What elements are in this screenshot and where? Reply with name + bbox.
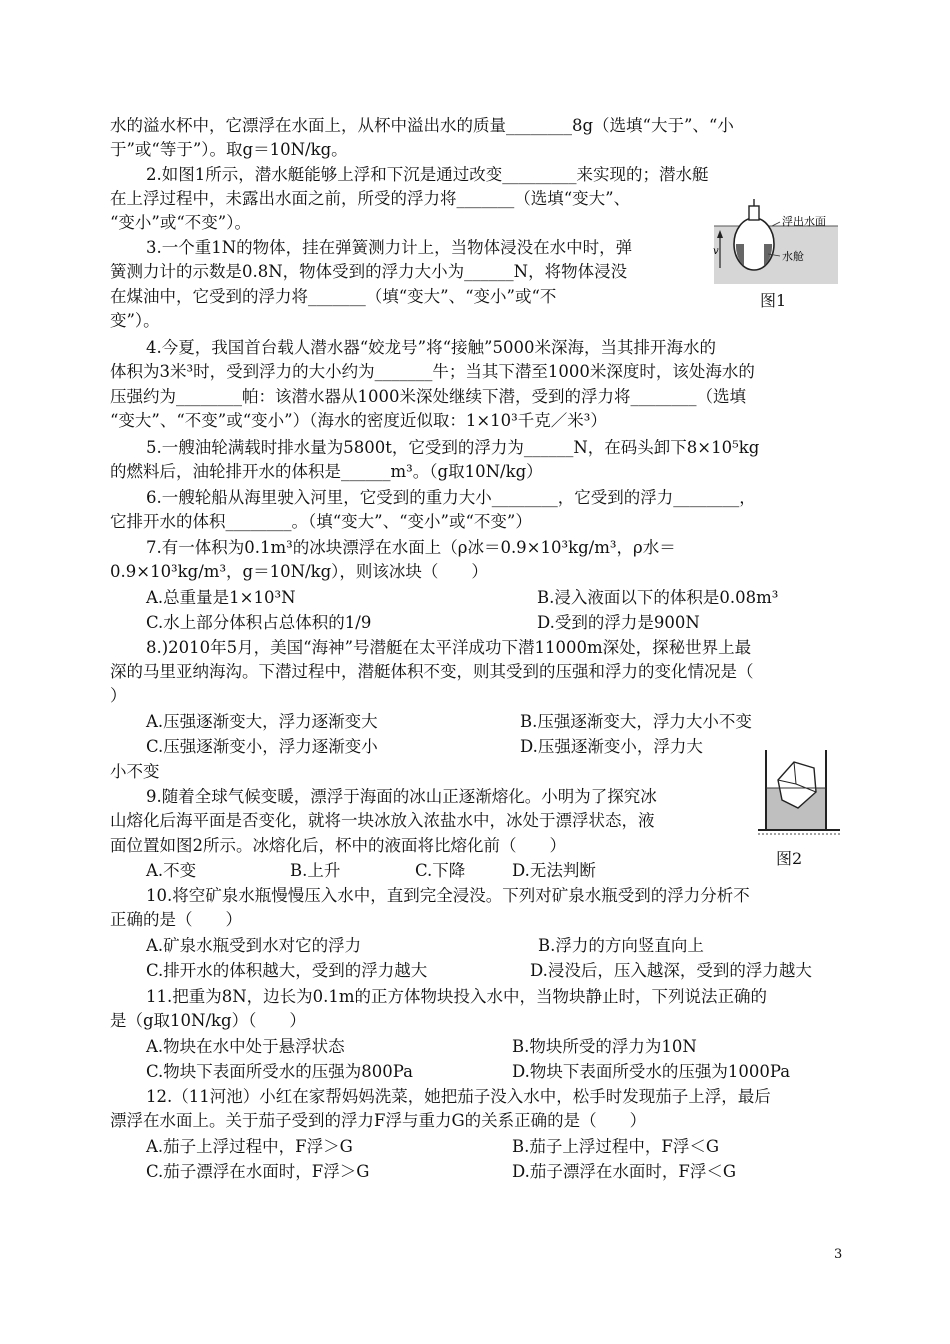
text-line: 体积为3米³时，受到浮力的大小约为_______牛；当其下潜至1000米深度时，该处海水的 [110,362,755,381]
option-a: A.总重量是1×10³N [146,588,296,607]
surface-label: 浮出水面 [782,215,826,228]
option-c: C.排开水的体积越大，受到的浮力越大 [146,961,428,980]
question-2: 2.如图1所示，潜水艇能够上浮和下沉是通过改变_________来实现的；潜水艇 [146,165,709,184]
figure-1-caption: 图1 [760,291,787,310]
text-line: 面位置如图2所示。冰熔化后，杯中的液面将比熔化前（ ） [110,836,566,855]
question-3: 3.一个重1N的物体，挂在弹簧测力计上，当物体浸没在水中时，弹 [146,238,633,257]
text-line: 压强约为________帕：该潜水器从1000米深处继续下潜，受到的浮力将________（选填 [110,387,746,406]
option-d: D.浸没后，压入越深，受到的浮力越大 [530,961,812,980]
text-line: 它排开水的体积________。（填“变大”、“变小”或“不变”） [110,512,532,531]
velocity-label: v [713,246,719,257]
option-d: D.物块下表面所受水的压强为1000Pa [512,1062,791,1081]
page-number: 3 [834,1247,843,1262]
option-c: C.下降 [415,861,466,880]
option-a: A.压强逐渐变大，浮力逐渐变大 [146,712,378,731]
option-b: B.茄子上浮过程中，F浮＜G [512,1137,719,1156]
text-line: 于”或“等于”）。取g＝10N/kg。 [110,140,348,159]
question-12: 12.（11河池）小红在家帮妈妈洗菜，她把茄子没入水中，松手时发现茄子上浮，最后 [146,1087,771,1106]
option-d: D.压强逐渐变小，浮力大 [520,737,703,756]
option-d: D.茄子漂浮在水面时，F浮＜G [512,1162,737,1181]
question-4: 4.今夏，我国首台载人潜水器“姣龙号”将“接触”5000米深海，当其排开海水的 [146,338,716,357]
option-a: A.物块在水中处于悬浮状态 [146,1037,345,1056]
option-d: D.无法判断 [512,861,596,880]
text-line: 小不变 [110,762,160,781]
tank-label: 水舱 [782,250,804,263]
question-10: 10.将空矿泉水瓶慢慢压入水中，直到完全浸没。下列对矿泉水瓶受到的浮力分析不 [146,886,750,905]
figure-2-caption: 图2 [776,849,803,868]
text-line: 是（g取10N/kg）（ ） [110,1011,306,1030]
option-a: A.茄子上浮过程中，F浮＞G [146,1137,353,1156]
option-c: C.压强逐渐变小，浮力逐渐变小 [146,737,378,756]
option-c: C.水上部分体积占总体积的1/9 [146,613,372,632]
option-c: C.物块下表面所受水的压强为800Pa [146,1062,413,1081]
text-line: 在上浮过程中，未露出水面之前，所受的浮力将_______（选填“变大”、 [110,189,631,208]
text-line: 水的溢水杯中，它漂浮在水面上，从杯中溢出水的质量________8g（选填“大于”、“小 [110,116,734,135]
submarine-figure [706,196,842,288]
text-line: 正确的是（ ） [110,910,242,929]
option-b: B.浮力的方向竖直向上 [538,936,704,955]
text-line: 漂浮在水面上。关于茄子受到的浮力F浮与重力G的关系正确的是（ ） [110,1111,647,1130]
text-line: 山熔化后海平面是否变化，就将一块冰放入浓盐水中，冰处于漂浮状态，液 [110,811,655,830]
question-11: 11.把重为8N，边长为0.1m的正方体物块投入水中，当物块静止时，下列说法正确的 [146,987,768,1006]
text-line: “变大”、“不变”或“变小”）（海水的密度近似取：1×10³千克／米³） [110,411,607,430]
text-line: 的燃料后，油轮排开水的体积是______m³。（g取10N/kg） [110,462,543,481]
question-8: 8.)2010年5月，美国“海神”号潜艇在太平洋成功下潜11000m深处，探秘世界上最 [146,638,752,657]
option-b: B.物块所受的浮力为10N [512,1037,697,1056]
question-7: 7.有一体积为0.1m³的冰块漂浮在水面上（ρ冰＝0.9×10³kg/m³，ρ水＝ [146,538,676,557]
option-b: B.浸入液面以下的体积是0.08m³ [537,588,779,607]
option-a: A.矿泉水瓶受到水对它的浮力 [146,936,362,955]
option-a: A.不变 [146,861,197,880]
option-b: B.上升 [290,861,341,880]
text-line: 在煤油中，它受到的浮力将_______（填“变大”、“变小”或“不 [110,287,557,306]
question-6: 6.一艘轮船从海里驶入河里，它受到的重力大小________，它受到的浮力________， [146,488,756,507]
question-5: 5.一艘油轮满载时排水量为5800t，它受到的浮力为______N，在码头卸下8×10⁵kg [146,438,760,457]
text-line: 簧测力计的示数是0.8N，物体受到的浮力大小为______N，将物体浸没 [110,262,628,281]
text-line: 变”）。 [110,311,160,330]
text-line: 深的马里亚纳海沟。下潜过程中，潜艇体积不变，则其受到的压强和浮力的变化情况是（ [110,662,754,681]
text-line: “变小”或“不变”）。 [110,213,251,232]
option-b: B.压强逐渐变大，浮力大小不变 [520,712,752,731]
text-line: 0.9×10³kg/m³，g＝10N/kg），则该冰块（ ） [110,562,488,581]
question-9: 9.随着全球气候变暖，漂浮于海面的冰山正逐渐熔化。小明为了探究冰 [146,787,657,806]
text-line: ） [110,686,127,705]
option-d: D.受到的浮力是900N [537,613,700,632]
option-c: C.茄子漂浮在水面时，F浮＞G [146,1162,370,1181]
ice-cup-figure [754,744,844,840]
